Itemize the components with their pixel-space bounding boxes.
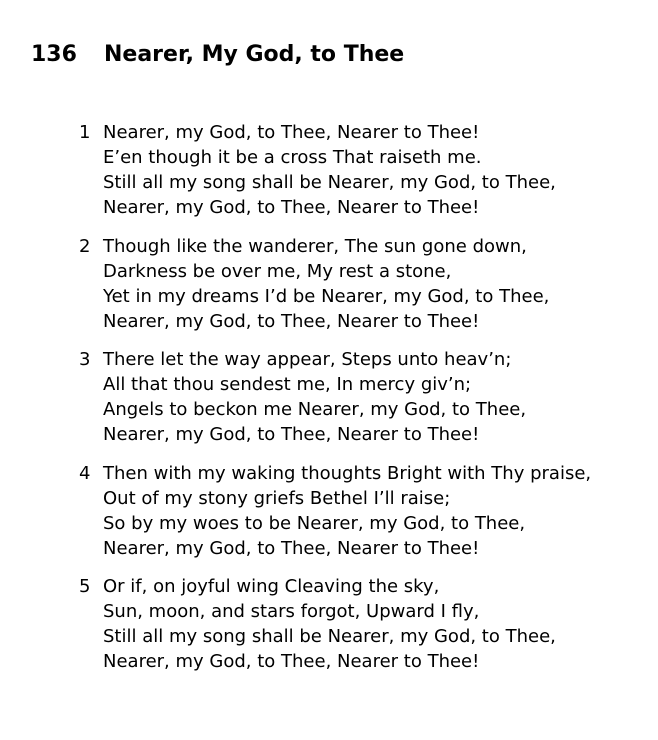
verse-line: Nearer, my God, to Thee, Nearer to Thee! [103, 310, 480, 332]
hymn-number: 136 [31, 42, 77, 67]
verse-number: 2 [79, 235, 91, 257]
verse-line: Angels to beckon me Nearer, my God, to Thee, [103, 399, 527, 420]
verse-line: So by my woes to be Nearer, my God, to Thee, [103, 512, 526, 534]
verse-line: Or if, on joyful wing Cleaving the sky, [103, 576, 440, 597]
verse-line: There let the way appear, Steps unto heav’n; [103, 349, 512, 370]
verse-line: Darkness be over me, My rest a stone, [103, 260, 452, 282]
verse-line: Still all my song shall be Nearer, my God, to Thee, [103, 172, 556, 193]
verse [79, 574, 649, 674]
verse-line: E’en though it be a cross That raiseth me. [103, 147, 482, 168]
verse-number: 5 [79, 576, 91, 597]
verse-line: Nearer, my God, to Thee, Nearer to Thee! [103, 424, 480, 445]
verse-line: Nearer, my God, to Thee, Nearer to Thee! [103, 197, 480, 218]
hymn-title: Nearer, My God, to Thee [104, 42, 405, 67]
hymn-header [31, 42, 404, 67]
verse [79, 234, 649, 334]
verse-line: Sun, moon, and stars forgot, Upward I fly, [103, 601, 480, 622]
verse-line: Nearer, my God, to Thee, Nearer to Thee! [103, 122, 480, 143]
verse-line: Still all my song shall be Nearer, my God, to Thee, [103, 626, 556, 647]
verse-number: 4 [79, 462, 91, 484]
verses [79, 120, 649, 688]
verse-line: Nearer, my God, to Thee, Nearer to Thee! [103, 651, 480, 672]
verse-line: Though like the wanderer, The sun gone down, [103, 235, 527, 257]
verse-line: Nearer, my God, to Thee, Nearer to Thee! [103, 537, 480, 559]
verse-number: 3 [79, 349, 91, 370]
verse [79, 347, 649, 447]
verse-line: Out of my stony griefs Bethel I’ll raise; [103, 487, 451, 509]
verse [79, 461, 649, 561]
verse-number: 1 [79, 122, 91, 143]
verse-line: All that thou sendest me, In mercy giv’n; [103, 374, 472, 395]
verse-line: Then with my waking thoughts Bright with Thy praise, [103, 462, 592, 484]
verse [79, 120, 649, 220]
verse-line: Yet in my dreams I’d be Nearer, my God, to Thee, [103, 285, 550, 307]
